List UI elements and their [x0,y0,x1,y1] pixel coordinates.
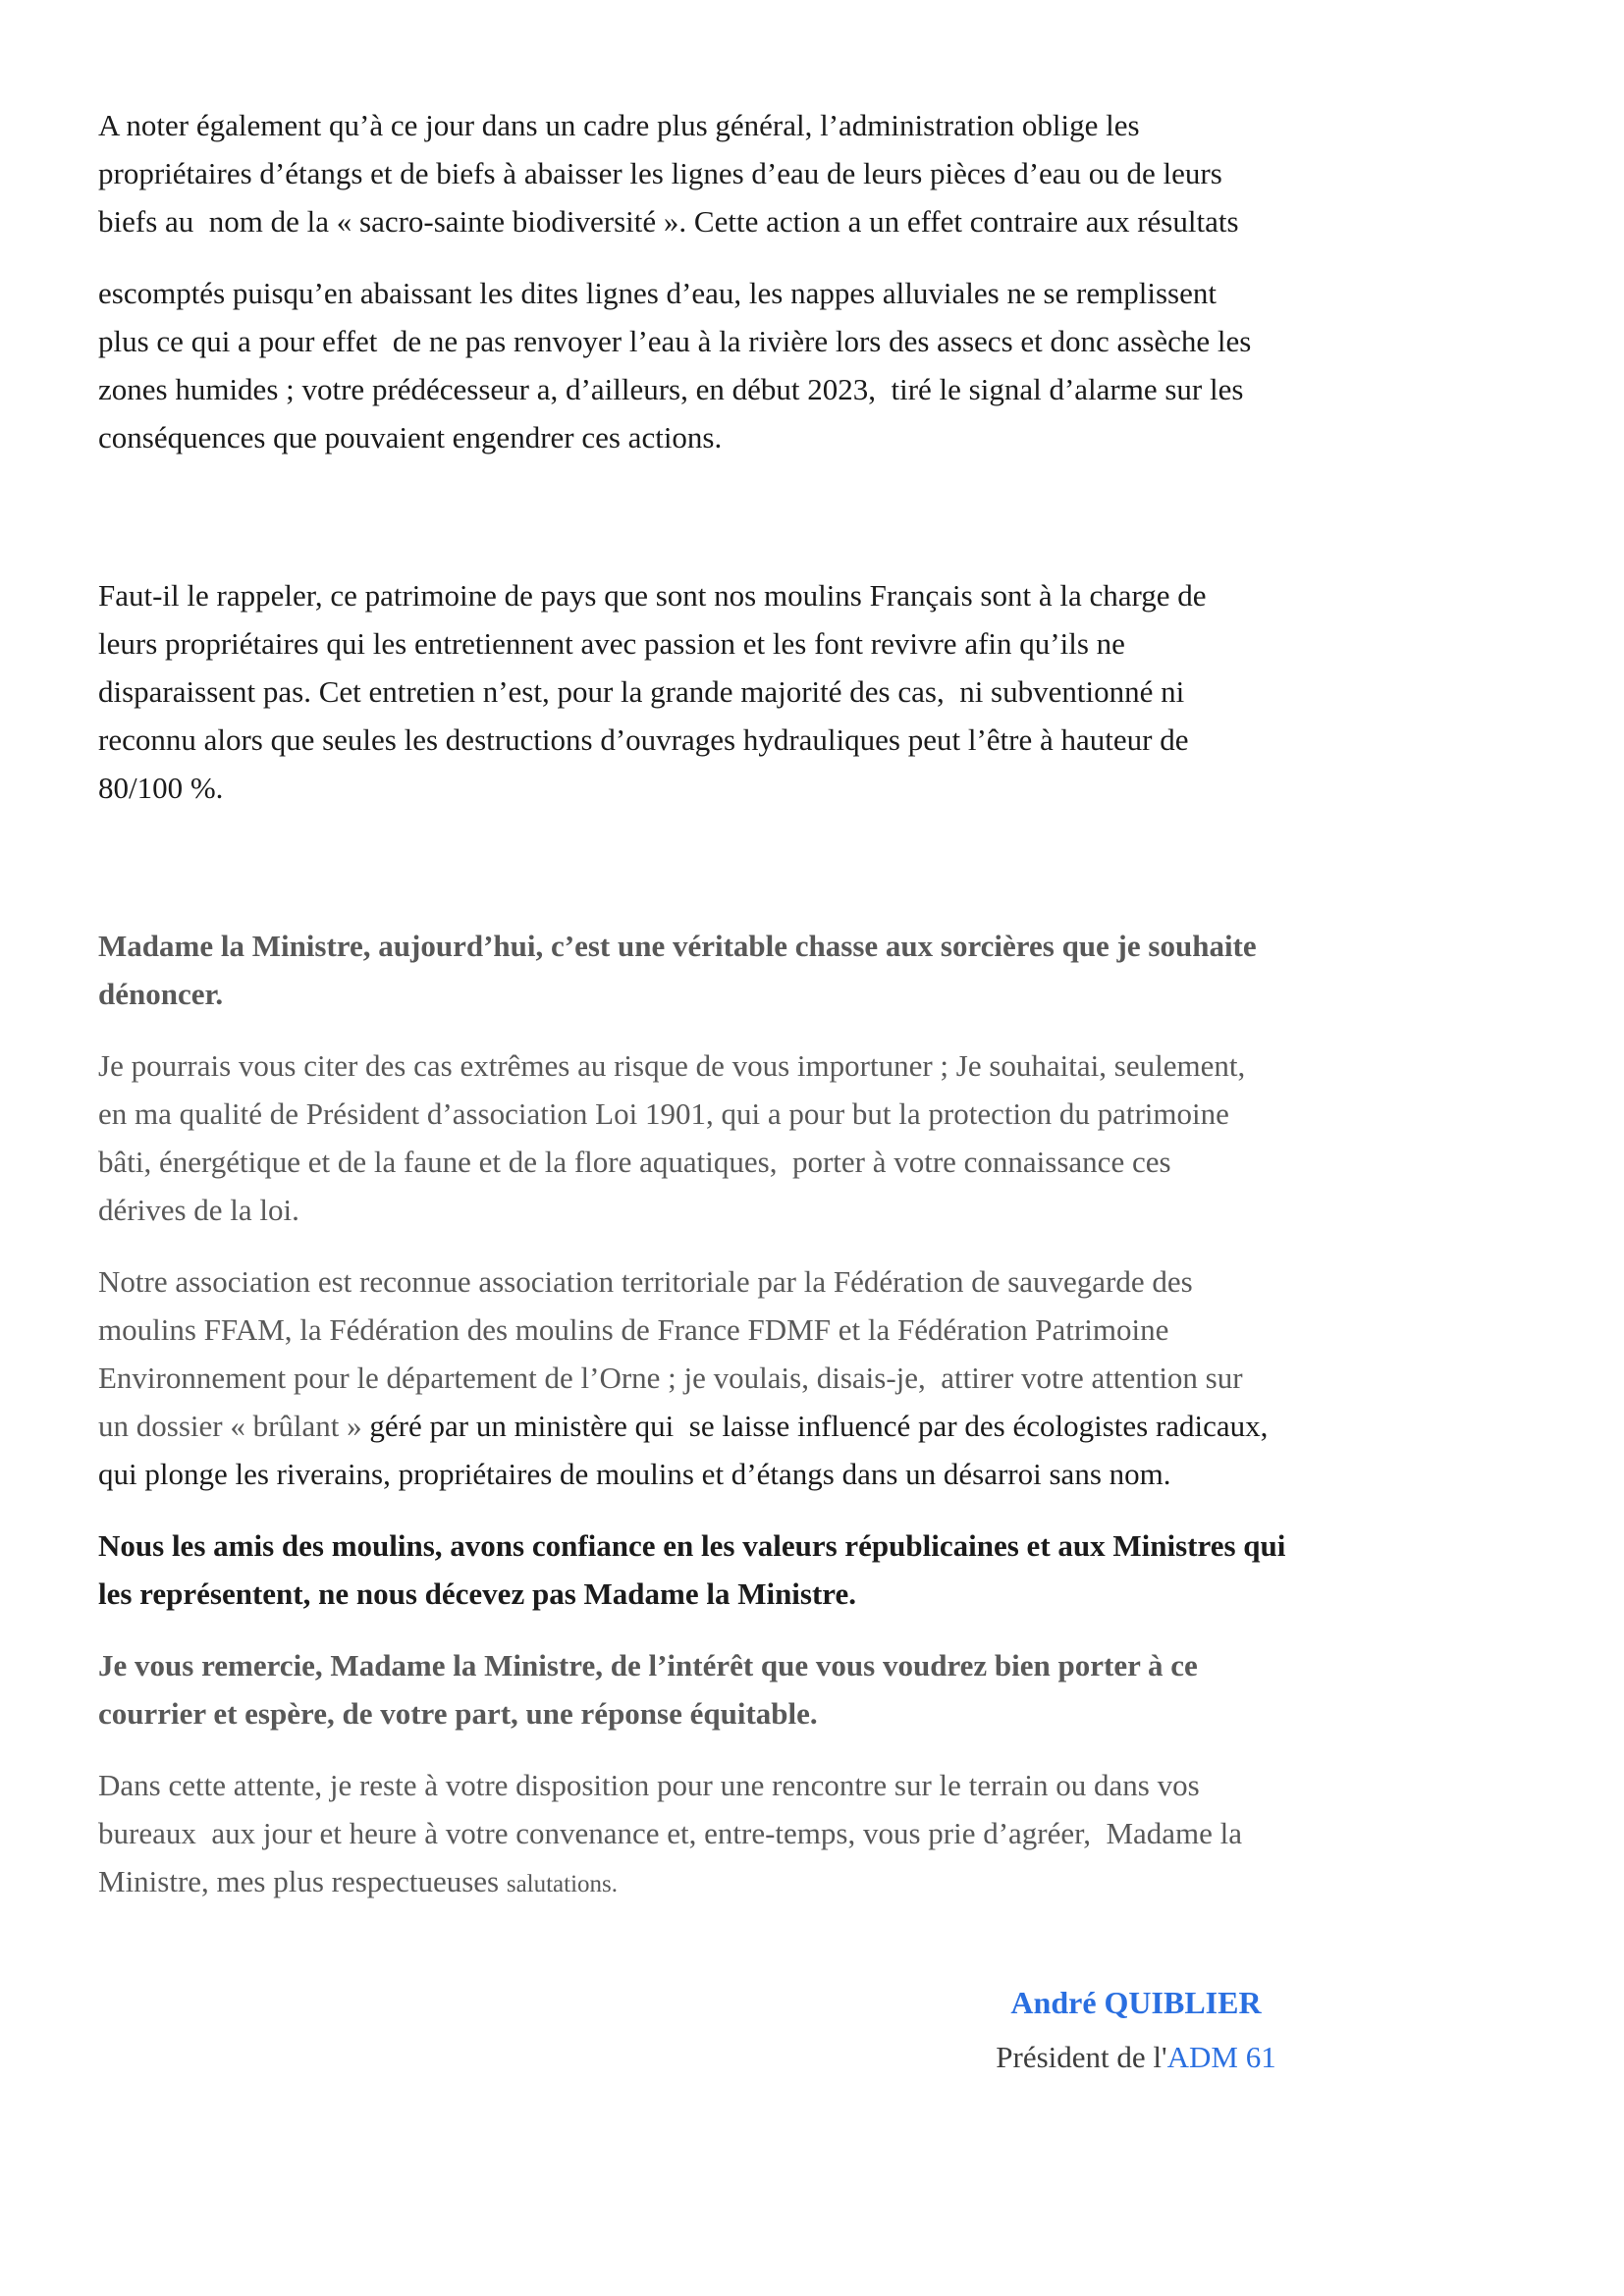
paragraph [98,922,1542,1018]
text-segment: Madame la Ministre, aujourd’hui, c’est une véritable chasse aux sorcières que je souhaite [98,929,1257,963]
text-segment: biefs au nom de la « sacro-sainte biodiversité ». Cette action a un effet contraire aux résultats [98,204,1239,239]
text-segment: dérives de la loi. [98,1193,299,1227]
text-line [98,101,1542,149]
paragraph [98,101,1542,245]
text-line [98,317,1542,365]
text-line [98,1186,1542,1234]
text-segment: Je vous remercie, Madame la Ministre, de l’intérêt que vous voudrez bien porter à ce [98,1648,1198,1682]
text-segment: salutations. [506,1871,619,1897]
text-segment: leurs propriétaires qui les entretiennent avec passion et les font revivre afin qu’ils ne [98,626,1125,661]
text-segment: en ma qualité de Président d’association Loi 1901, qui a pour but la protection du patrimoine [98,1096,1229,1131]
paragraph [98,269,1542,461]
signature-block [910,1979,1362,2081]
text-line [98,970,1542,1018]
paragraph [98,571,1542,812]
text-line [98,619,1542,667]
letter-content [98,101,1542,2081]
text-segment: les représentent, ne nous décevez pas Madame la Ministre. [98,1576,857,1611]
text-segment: plus ce qui a pour effet de ne pas renvoyer l’eau à la rivière lors des assecs et donc assèche les [98,324,1252,358]
text-segment: courrier et espère, de votre part, une réponse équitable. [98,1696,818,1731]
letter-body [98,101,1542,1908]
paragraph [98,1761,1542,1908]
text-line [98,571,1542,619]
text-line [98,197,1542,245]
text-segment: qui plonge les riverains, propriétaires de moulins et d’étangs dans un désarroi sans nom. [98,1457,1171,1491]
text-line [98,1402,1542,1450]
text-line [98,1522,1542,1570]
text-segment: dénoncer. [98,977,224,1011]
text-line [98,1041,1542,1090]
text-segment: Nous les amis des moulins, avons confiance en les valeurs républicaines et aux Ministres qui [98,1528,1286,1563]
text-line [98,1857,1542,1908]
paragraph [98,1522,1542,1618]
paragraph [98,1041,1542,1234]
text-line [98,1641,1542,1689]
text-line [98,764,1542,812]
signature-role-prefix: Président de l' [996,2040,1167,2074]
text-segment: disparaissent pas. Cet entretien n’est, pour la grande majorité des cas, ni subventionné ni [98,674,1185,709]
text-segment: un dossier « brûlant » [98,1409,370,1443]
text-line [98,1450,1542,1498]
text-segment: bâti, énergétique et de la faune et de la flore aquatiques, porter à votre connaissance ces [98,1145,1171,1179]
text-line [98,1138,1542,1186]
text-segment: 80/100 %. [98,771,224,805]
text-line [98,149,1542,197]
text-line [98,1257,1542,1306]
text-line [98,716,1542,764]
text-line [98,1689,1542,1737]
text-line [98,1761,1542,1809]
text-segment: escomptés puisqu’en abaissant les dites lignes d’eau, les nappes alluviales ne se remplissent [98,276,1217,310]
text-line [98,1354,1542,1402]
text-segment: Notre association est reconnue association territoriale par la Fédération de sauvegarde des [98,1264,1193,1299]
text-line [98,365,1542,413]
text-segment: propriétaires d’étangs et de biefs à abaisser les lignes d’eau de leurs pièces d’eau ou de leurs [98,156,1222,190]
text-segment: bureaux aux jour et heure à votre convenance et, entre-temps, vous prie d’agréer, Madame la [98,1816,1243,1850]
text-line [98,1090,1542,1138]
text-line [98,1306,1542,1354]
text-line [98,269,1542,317]
text-line [98,413,1542,461]
text-segment: conséquences que pouvaient engendrer ces actions. [98,420,723,454]
text-segment: A noter également qu’à ce jour dans un cadre plus général, l’administration oblige les [98,108,1140,142]
text-segment: Environnement pour le département de l’Orne ; je voulais, disais-je, attirer votre attention sur [98,1361,1243,1395]
text-segment: reconnu alors que seules les destructions d’ouvrages hydrauliques peut l’être à hauteur de [98,722,1189,757]
text-segment: moulins FFAM, la Fédération des moulins de France FDMF et la Fédération Patrimoine [98,1312,1169,1347]
text-segment: zones humides ; votre prédécesseur a, d’ailleurs, en début 2023, tiré le signal d’alarme sur les [98,372,1244,406]
signature-role-org: ADM 61 [1166,2040,1276,2074]
text-line [98,667,1542,716]
signature-name: André QUIBLIER [1010,1985,1262,2020]
text-line [98,1809,1542,1857]
text-line [98,1570,1542,1618]
text-segment: géré par un ministère qui se laisse influencé par des écologistes radicaux, [369,1409,1269,1443]
text-line [98,922,1542,970]
text-segment: Faut-il le rappeler, ce patrimoine de pays que sont nos moulins Français sont à la charge de [98,578,1207,613]
signature-role [910,2033,1362,2081]
text-segment: Je pourrais vous citer des cas extrêmes au risque de vous importuner ; Je souhaitai, seulement, [98,1048,1246,1083]
paragraph [98,1641,1542,1737]
paragraph [98,1257,1542,1498]
text-segment: Ministre, mes plus respectueuses [98,1864,507,1898]
text-segment: Dans cette attente, je reste à votre disposition pour une rencontre sur le terrain ou dans vos [98,1768,1200,1802]
